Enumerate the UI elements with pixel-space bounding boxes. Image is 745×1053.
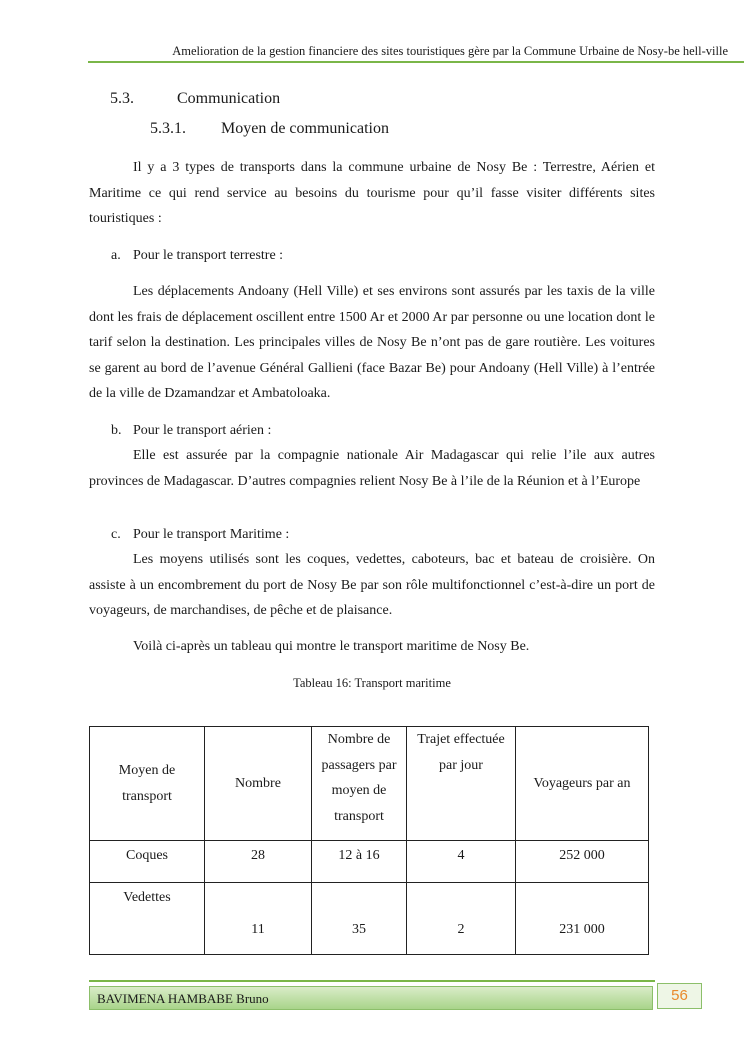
list-marker: a. [111, 248, 121, 263]
table-cell: 2 [407, 883, 516, 955]
table-caption: Tableau 16: Transport maritime [293, 676, 451, 690]
table-row [90, 883, 649, 955]
column-header: Nombre [205, 727, 312, 841]
table-row [90, 841, 649, 883]
table-cell: Vedettes [90, 883, 205, 955]
table-cell: 12 à 16 [312, 841, 407, 883]
column-header: Trajet effectuée par jour [407, 727, 516, 841]
table-cell: 252 000 [516, 841, 649, 883]
list-label: Pour le transport terrestre : [133, 248, 284, 263]
list-item-aerien [111, 423, 271, 439]
list-item-terrestre [111, 248, 283, 264]
table-cell: 4 [407, 841, 516, 883]
table-cell: Coques [90, 841, 205, 883]
running-header: Amelioration de la gestion financiere des sites touristiques gère par la Commune Urbaine de Nosy-be hell-ville [172, 44, 728, 58]
section-title: Communication [177, 90, 281, 107]
table-header-row [90, 727, 649, 841]
intro-paragraph: Il y a 3 types de transports dans la commune urbaine de Nosy Be : Terrestre, Aérien et Maritime ce qui rend service au besoins du tourisme pour qu’il fasse visiter différents sites touristiques : [89, 160, 655, 226]
subsection-title: Moyen de communication [221, 120, 389, 137]
column-header: Moyen de transport [90, 727, 205, 841]
list-label: Pour le transport Maritime : [133, 527, 290, 542]
table-cell: 231 000 [516, 883, 649, 955]
table-cell: 35 [312, 883, 407, 955]
list-item-maritime [111, 527, 289, 543]
header-divider [88, 61, 744, 63]
list-marker: b. [111, 423, 122, 438]
aerien-paragraph: Elle est assurée par la compagnie nationale Air Madagascar qui relie l’ile aux autres provinces de Madagascar. D’autres compagnies relient Nosy Be à l’ile de la Réunion et à l’Europe [89, 448, 655, 489]
column-header: Voyageurs par an [516, 727, 649, 841]
footer-divider [89, 980, 655, 982]
transport-table [89, 726, 649, 955]
terrestre-paragraph: Les déplacements Andoany (Hell Ville) et ses environs sont assurés par les taxis de la ville dont les frais de déplacement oscillent entre 1500 Ar et 2000 Ar par personne ou une location dont le tarif selon la destination. Les principales villes de Nosy Be n’ont pas de gare routière. Les voitures se garent au bord de l’avenue Général Gallieni (face Bazar Be) pour Andoany (Hell Ville) à l’entrée de la ville de Dzamandzar et Ambatoloaka. [89, 284, 655, 401]
page-number: 56 [657, 983, 702, 1009]
subsection-number: 5.3.1. [150, 120, 186, 137]
footer-author: BAVIMENA HAMBABE Bruno [97, 991, 269, 1006]
column-header: Nombre de passagers par moyen de transport [312, 727, 407, 841]
section-number: 5.3. [110, 90, 134, 107]
list-label: Pour le transport aérien : [133, 423, 272, 438]
table-cell: 11 [205, 883, 312, 955]
table-cell: 28 [205, 841, 312, 883]
table-intro-paragraph: Voilà ci-après un tableau qui montre le transport maritime de Nosy Be. [133, 639, 530, 654]
list-marker: c. [111, 527, 121, 542]
maritime-paragraph: Les moyens utilisés sont les coques, vedettes, caboteurs, bac et bateau de croisière. On assiste à un encombrement du port de Nosy Be par son rôle multifonctionnel c’est-à-dire un port de voyageurs, de marchandises, de pêche et de plaisance. [89, 552, 655, 618]
